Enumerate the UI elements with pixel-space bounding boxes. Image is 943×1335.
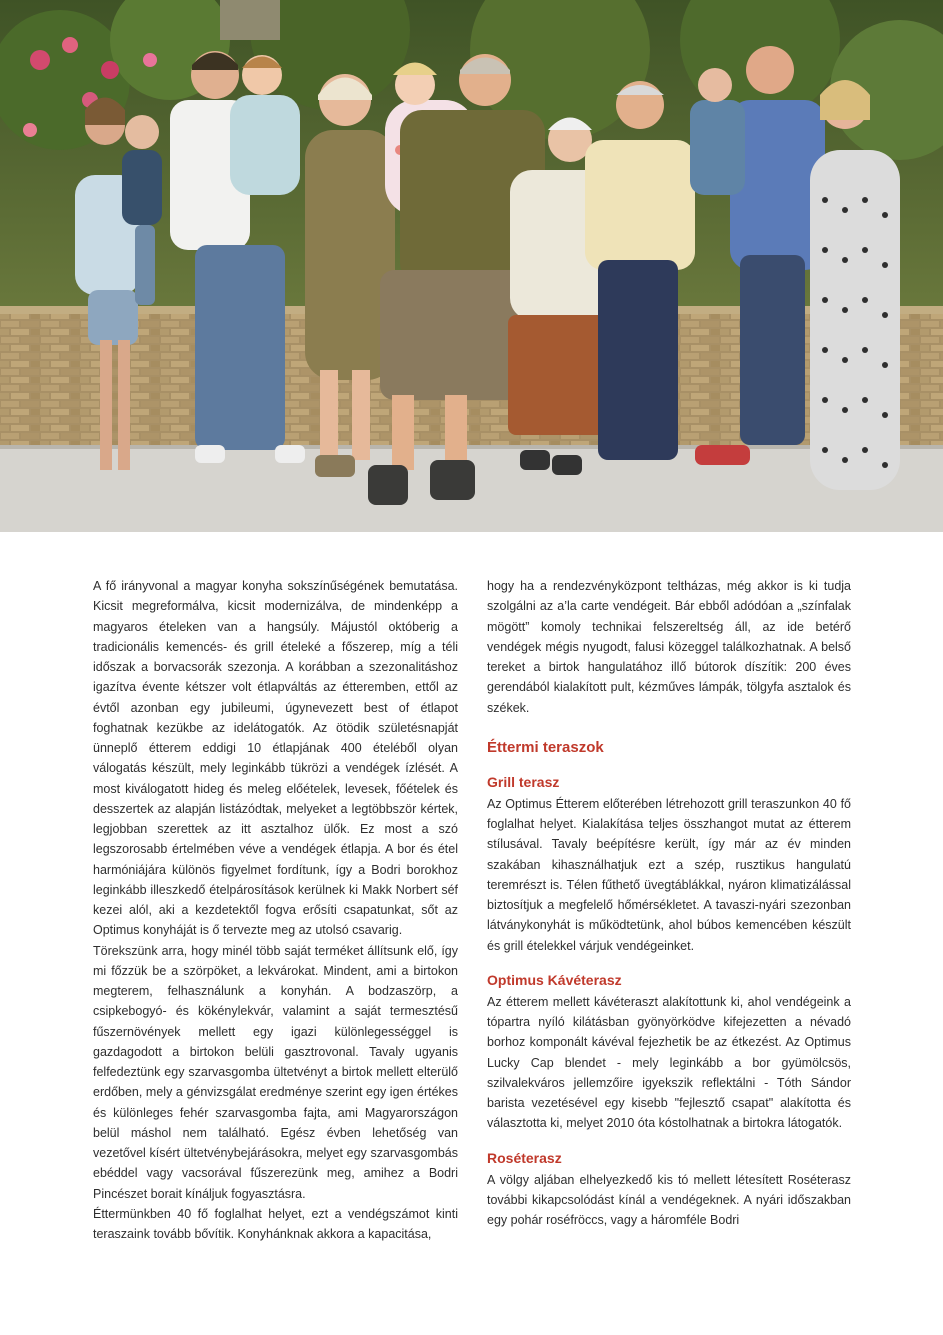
section-title: Éttermi teraszok xyxy=(487,738,604,756)
subsection-title-grill: Grill terasz xyxy=(487,773,560,790)
left-text-column xyxy=(93,576,458,1244)
subsection-text-rose: A völgy aljában elhelyezkedő kis tó mellett létesített Roséterasz további kikapcsolódást kínál a vendégeknek. A nyári időszakban egy pohár roséfröccs, vagy a háromféle Bodri xyxy=(487,1172,851,1227)
subsection-title-rose: Roséterasz xyxy=(487,1149,562,1166)
subsection-text-grill: Az Optimus Étterem előterében létrehozott grill teraszunkon 40 fő foglalhat helyet. Kialakítása teljes összhangot mutat az étterem stílusával. Tavaly beépítésre került, így már az év minden szakában kihasználhatjuk ezt a szép, rusztikus hangulatú teremrészt is. Télen fűthető üvegtáblákkal, nyáron klimatizálással biztosítjuk a megfelelő hőmérsékletet. A tavaszi-nyári szezonban látványkonyhát is működtetünk, ahol búbos kemencében készült és grill ételekkel várjuk vendégeinket. xyxy=(487,796,851,953)
photo-illustration xyxy=(0,0,943,532)
left-paragraph-1: A fő irányvonal a magyar konyha sokszínűségének bemutatása. Kicsit megreformálva, kicsit modernizálva, de mindenképp a magyaros ételeken van a hangsúly. Májustól októberig a tradicionális kemencés- és grill ételeké a főszerep, míg a téli időszak a borvacsorák szezonja. A korábban a szezonalitáshoz igazítva évente kétszer volt étlapváltás az étteremben, ettől az évtől azonban egy jubileumi, úgynevezett best of étlapot foghatnak kezükbe az idelátogatók. Az ötödik születésnapját ünneplő étterem eddigi 10 étlapjának 400 ételéből olyan válogatás készült, mely leginkább tükrözi a vendégek ízlését. A most kiválogatott hideg és meleg előételek, levesek, főételek és desszertek az alapján listázódtak, melyeket a legtöbbször kértek, legjobban szerettek az itt asztalhoz ülők. Ez most a szó legszorosabb értelmében véve a vendégek étlapja. A bor és étel harmóniájára különös figyelmet fordítunk, így a Bodri borokhoz leginkább illeszkedő ételpárosítások kerülnek ki Makk Norbert séf kezei alól, aki a kezdetektől fogva erősíti csapatunkat, sőt az Optimus konyháját is ő tervezte meg az utolsó csavarig. xyxy=(93,579,458,938)
right-text-column xyxy=(487,576,851,1230)
subsection-text-coffee: Az étterem mellett kávéteraszt alakítottunk ki, ahol vendégeink a tópartra nyíló kilátásban gyönyörködve kifejezetten a névadó borhoz komponált kávéval fejezhetik be az étkezést. Az Optimus Lucky Cap blendet - mely leginkább a bor gyümölcsös, szilvalekváros jellemzőire igyekszik reflektálni - Tóth Sándor barista vezetésével egy kisebb "fejlesztő csapat" alakította és választotta ki, melyet 2010 óta kóstolhatnak a birtokra látogatók. xyxy=(487,994,851,1131)
subsection-title-coffee: Optimus Kávéterasz xyxy=(487,971,622,988)
left-paragraph-3: Éttermünkben 40 fő foglalhat helyet, ezt a vendégszámot kinti teraszaink tovább bővítik. Konyhánknak akkora a kapacitása, xyxy=(93,1206,458,1241)
family-group-photo xyxy=(0,0,943,532)
right-intro-paragraph: hogy ha a rendezvényközpont teltházas, még akkor is ki tudja szolgálni az a’la carte vendégeit. Bár ebből adódóan a „színfalak mögött” komoly technikai felszereltség áll, az ide betérő vendégek mégis nyugodt, falusi közeggel találkozhatnak. A belső tereket a birtok hangulatához illő bútorok díszítik: 200 éves gerendából kialakított pult, kézműves lámpák, tölgyfa asztalok és székek. xyxy=(487,579,851,715)
left-paragraph-2: Törekszünk arra, hogy minél több saját terméket állítsunk elő, így mi főzzük be a szörpöket, a lekvárokat. Mindent, ami a birtokon megterem, felhasználunk a konyhán. A bodzaszörp, a csipkebogyó- és kökénylekvár, valamint a saját termesztésű fűszernövények mellett egy igazi különlegességgel is gazdagodott a birtokon belüli gasztrovonal. Tavaly ugyanis felfedeztünk egy szarvasgomba ültetvényt a birtok mellett elterülő erdőben, mely a génvizsgálat eredménye szerint egy igen értékes és különleges fehér szarvasgomba fajta, ami Magyarországon belül máshol nem található. Egész évben lehetőség van vezetővel kísért ültetvénybejárásokra, melyet egy szarvasgombás ebéddel vagy vacsorával fűszerezünk meg, amihez a Bodri Pincészet borait kínáljuk fogyasztásra. xyxy=(93,943,458,1201)
